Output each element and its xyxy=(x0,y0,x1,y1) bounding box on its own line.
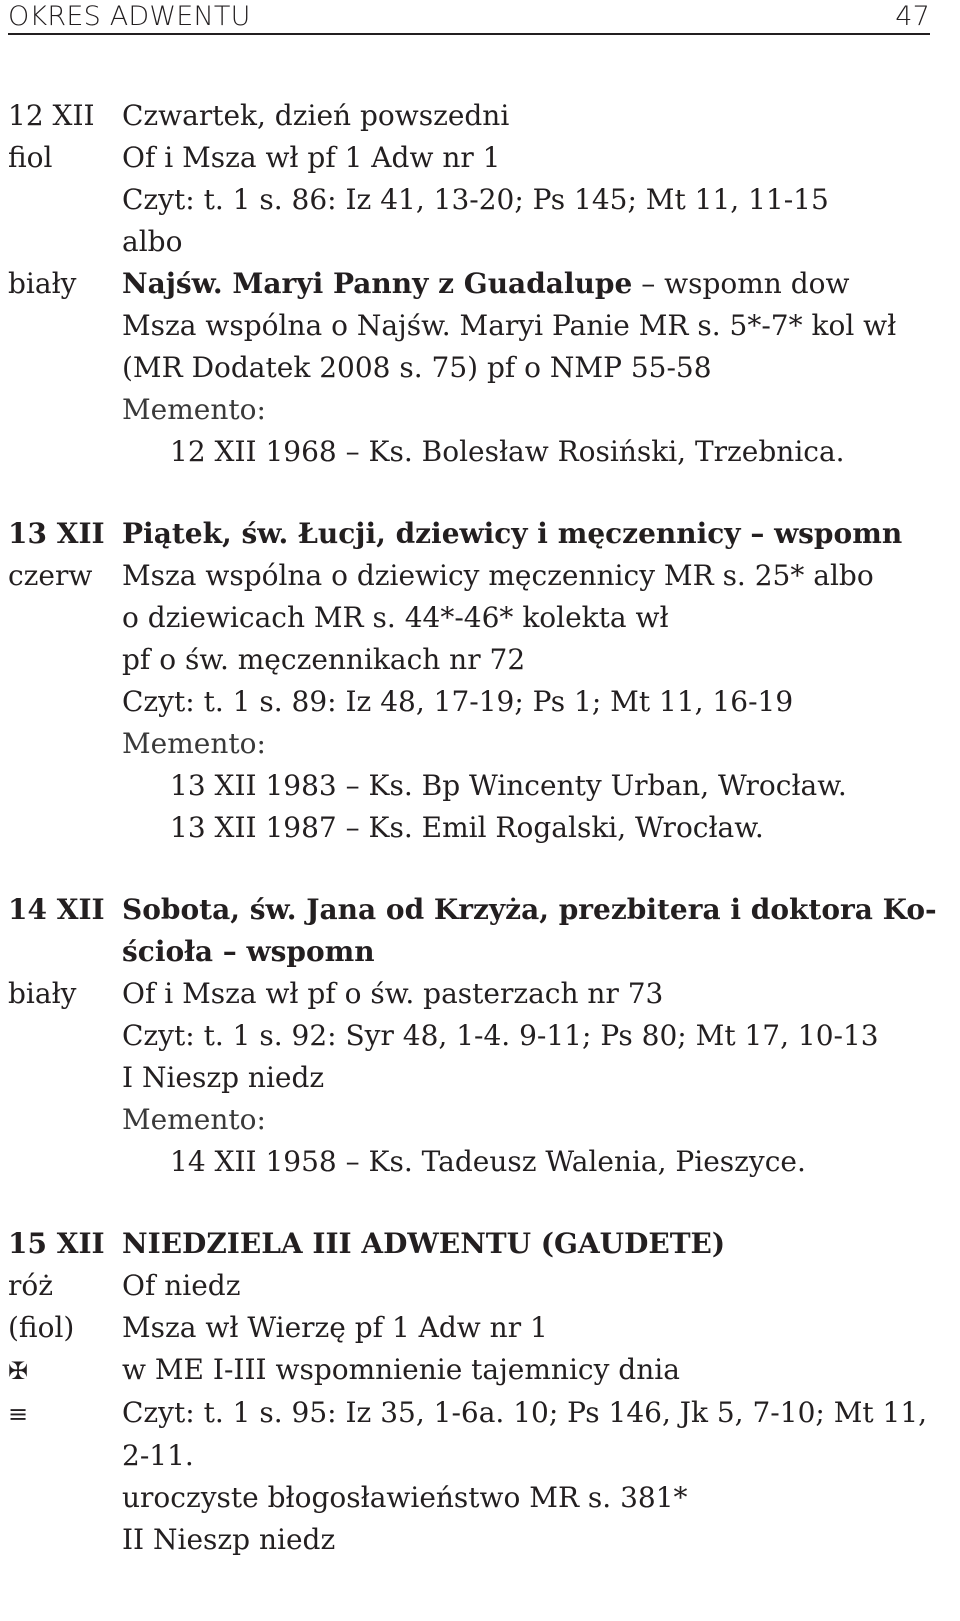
liturgy-row xyxy=(8,597,930,639)
memorial-row xyxy=(8,263,930,305)
calendar-content xyxy=(8,95,937,1601)
office-text: Of niedz xyxy=(122,1269,241,1302)
memento-text: 13 XII 1987 – Ks. Emil Rogalski, Wrocław. xyxy=(170,811,764,844)
mass-text: (MR Dodatek 2008 s. 75) pf o NMP 55-58 xyxy=(122,351,712,384)
readings-row xyxy=(8,1015,930,1057)
readings-continuation xyxy=(8,1435,930,1477)
date-label: 13 XII xyxy=(8,517,105,550)
cross-icon: ✠ xyxy=(8,1357,29,1385)
vespers-row xyxy=(8,1057,930,1099)
day-heading-row xyxy=(8,513,930,555)
memento-entry xyxy=(8,431,930,473)
commemoration-row xyxy=(8,1349,930,1392)
memento-row xyxy=(8,723,930,765)
day-entry-12-xii xyxy=(8,95,930,473)
memento-entry xyxy=(8,765,930,807)
day-heading-continuation xyxy=(8,931,930,973)
day-heading-row xyxy=(8,1223,930,1265)
readings-row xyxy=(8,179,930,221)
alternative-row xyxy=(8,221,930,263)
mass-row xyxy=(8,1307,930,1349)
vestment-color-alt: (fiol) xyxy=(8,1311,75,1344)
triple-bar-icon: ≡ xyxy=(8,1400,29,1428)
readings-row xyxy=(8,681,930,723)
memento-label: Memento: xyxy=(122,727,266,760)
vestment-color: biały xyxy=(8,267,77,300)
day-title: NIEDZIELA III ADWENTU (GAUDETE) xyxy=(122,1227,726,1260)
liturgy-text: Of i Msza wł pf 1 Adw nr 1 xyxy=(122,141,501,174)
day-entry-14-xii xyxy=(8,889,937,1183)
mass-text: Msza wł Wierzę pf 1 Adw nr 1 xyxy=(122,1311,548,1344)
liturgy-row xyxy=(8,973,930,1015)
day-title: Czwartek, dzień powszedni xyxy=(122,99,510,132)
blessing-text: uroczyste błogosławieństwo MR s. 381* xyxy=(122,1481,688,1514)
day-heading-row xyxy=(8,889,937,931)
preface-row xyxy=(8,639,930,681)
memorial-rank: – wspomn dow xyxy=(632,267,850,300)
liturgy-text: o dziewicach MR s. 44*-46* kolekta wł xyxy=(122,601,669,634)
mass-row xyxy=(8,347,930,389)
readings-text: 2-11. xyxy=(122,1439,194,1472)
day-title: Sobota, św. Jana od Krzyża, prezbitera i doktora Ko- xyxy=(122,893,937,926)
blessing-row xyxy=(8,1477,930,1519)
running-header xyxy=(8,0,930,35)
alternative-text: albo xyxy=(122,225,183,258)
vestment-color: biały xyxy=(8,977,77,1010)
liturgy-text: Of i Msza wł pf o św. pasterzach nr 73 xyxy=(122,977,664,1010)
memento-row xyxy=(8,1099,930,1141)
date-label: 14 XII xyxy=(8,893,105,926)
memento-row xyxy=(8,389,930,431)
day-entry-15-xii xyxy=(8,1223,930,1561)
day-heading-row xyxy=(8,95,930,137)
liturgy-row xyxy=(8,555,930,597)
vespers-text: II Nieszp niedz xyxy=(122,1523,336,1556)
vestment-color: czerw xyxy=(8,559,93,592)
day-title: ścioła – wspomn xyxy=(122,935,375,968)
section-title: OKRES ADWENTU xyxy=(8,1,251,32)
memento-label: Memento: xyxy=(122,1103,266,1136)
memento-entry xyxy=(8,807,930,849)
liturgy-text: Msza wspólna o dziewicy męczennicy MR s. 25* albo xyxy=(122,559,874,592)
readings-text: Czyt: t. 1 s. 92: Syr 48, 1-4. 9-11; Ps 80; Mt 17, 10-13 xyxy=(122,1019,879,1052)
office-row xyxy=(8,1265,930,1307)
vespers-text: I Nieszp niedz xyxy=(122,1061,325,1094)
vestment-color: róż xyxy=(8,1269,53,1302)
memorial-title: Najśw. Maryi Panny z Guadalupe xyxy=(122,267,633,300)
date-label: 15 XII xyxy=(8,1227,105,1260)
date-label: 12 XII xyxy=(8,99,95,132)
readings-text: Czyt: t. 1 s. 95: Iz 35, 1-6a. 10; Ps 146, Jk 5, 7-10; Mt 11, xyxy=(122,1396,928,1429)
mass-text: Msza wspólna o Najśw. Maryi Panie MR s. 5*-7* kol wł xyxy=(122,309,897,342)
day-title: Piątek, św. Łucji, dziewicy i męczennicy – wspomn xyxy=(122,517,903,550)
vespers-row xyxy=(8,1519,930,1561)
mass-row xyxy=(8,305,930,347)
liturgy-row xyxy=(8,137,930,179)
readings-text: Czyt: t. 1 s. 89: Iz 48, 17-19; Ps 1; Mt 11, 16-19 xyxy=(122,685,794,718)
preface-text: pf o św. męczennikach nr 72 xyxy=(122,643,526,676)
memento-text: 12 XII 1968 – Ks. Bolesław Rosiński, Trzebnica. xyxy=(170,435,845,468)
page-number: 47 xyxy=(895,1,930,32)
memento-text: 14 XII 1958 – Ks. Tadeusz Walenia, Pieszyce. xyxy=(170,1145,806,1178)
commemoration-text: w ME I-III wspomnienie tajemnicy dnia xyxy=(122,1353,680,1386)
readings-text: Czyt: t. 1 s. 86: Iz 41, 13-20; Ps 145; Mt 11, 11-15 xyxy=(122,183,829,216)
memento-entry xyxy=(8,1141,930,1183)
day-entry-13-xii xyxy=(8,513,930,849)
vestment-color: fiol xyxy=(8,141,53,174)
memento-label: Memento: xyxy=(122,393,266,426)
memento-text: 13 XII 1983 – Ks. Bp Wincenty Urban, Wrocław. xyxy=(170,769,847,802)
readings-row xyxy=(8,1392,930,1435)
